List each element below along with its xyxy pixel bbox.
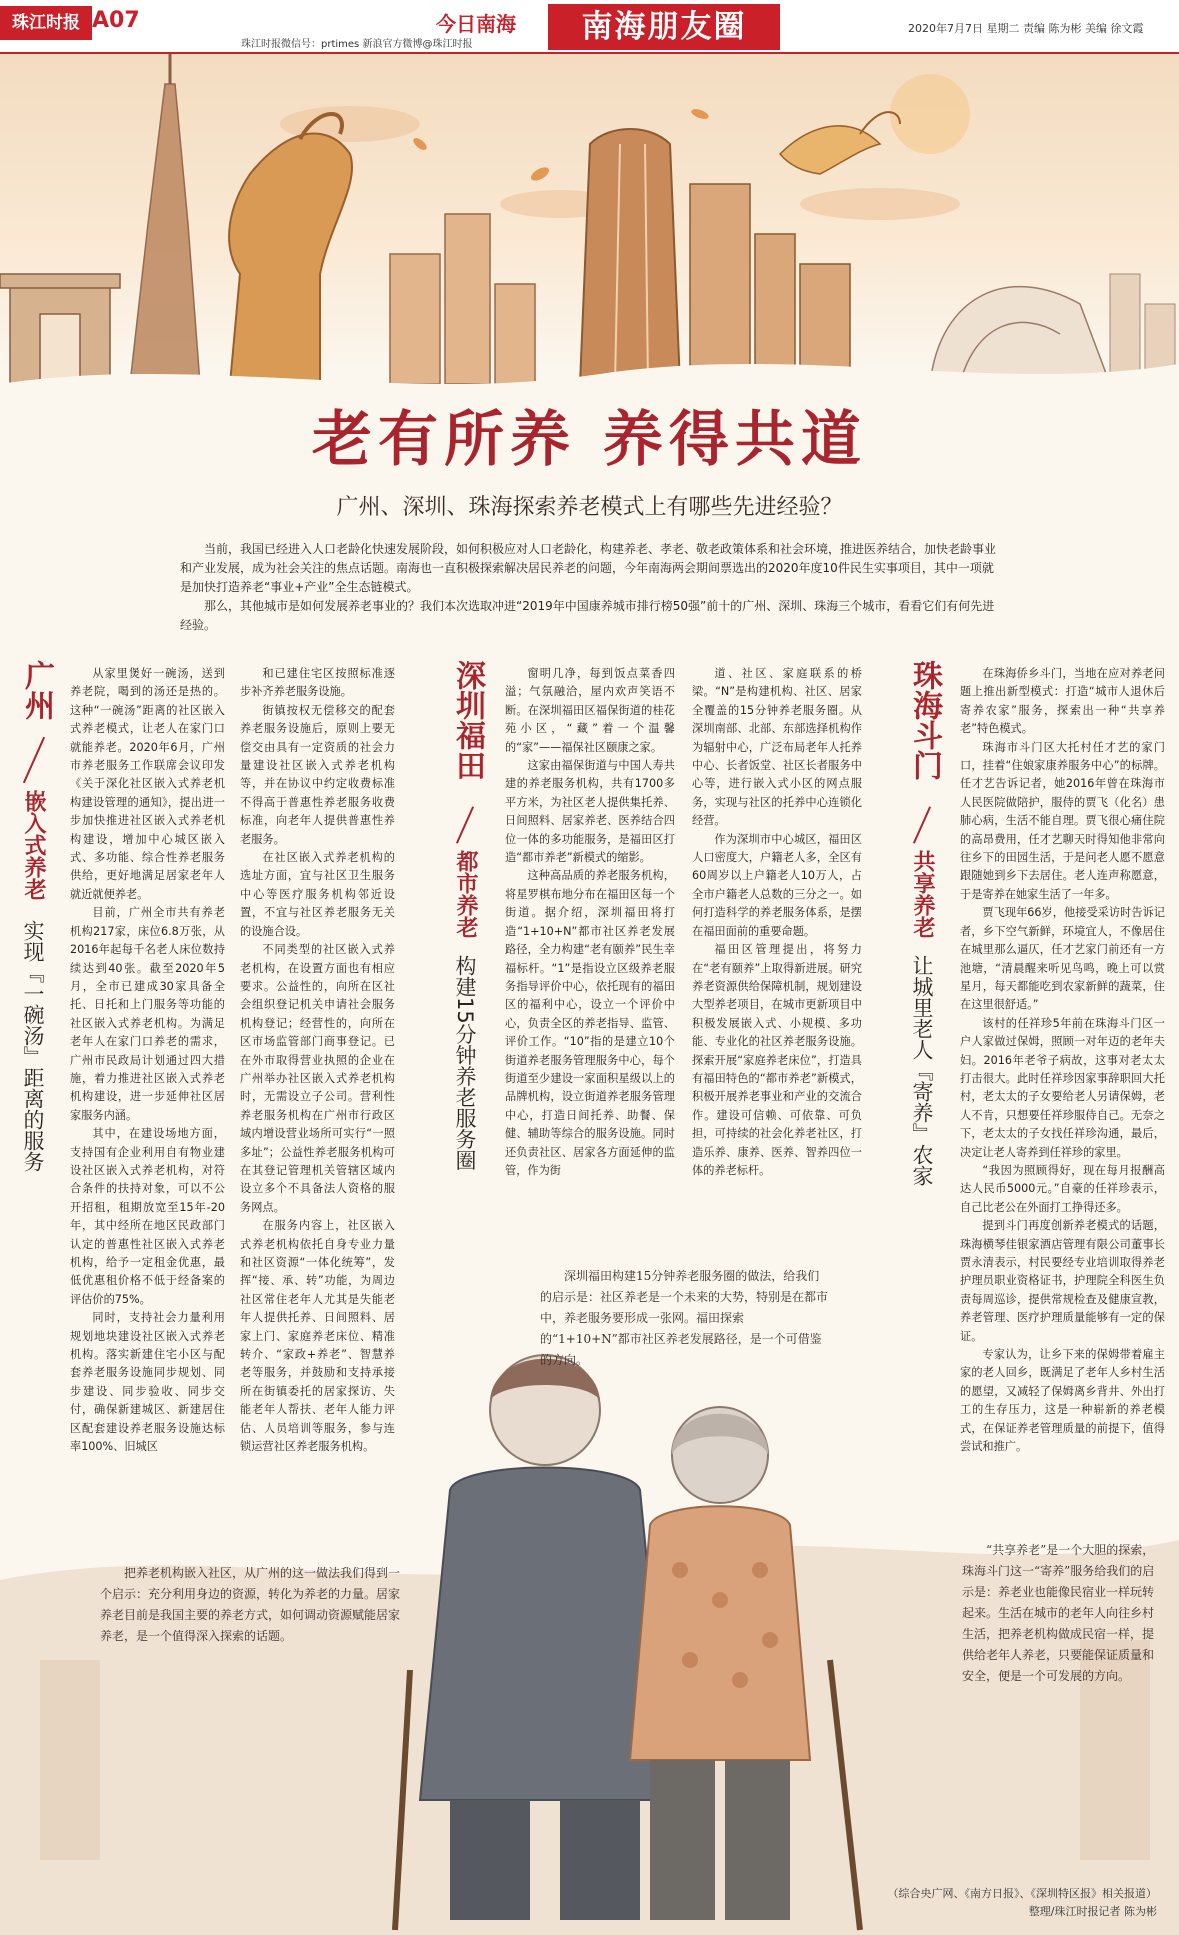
article-paragraph: 窗明几净，每到饭点菜香四溢；气氛融洽，屋内欢声笑语不断。在深圳福田区福保街道的桂花苑小区，“藏”着一个温馨的“家”——福保社区颐康之家。 [505, 667, 675, 754]
article-paragraph: 珠海市斗门区大托村任才艺的家门口，挂着“住娘家康养服务中心”的标牌。任才艺告诉记者，她2016年曾在珠海市人民医院做陪护，服侍的贾飞（化名）患肺心病，生活不能自理。贾飞很心痛住院的高昂费用，任才艺聊天时得知他非常向往乡下的田园生活，于是问老人愿不愿意跟随她到乡下去居住。老人连声称愿意，于是寄养在她家生活了一年多。 [960, 740, 1165, 901]
article-paragraph: 在珠海侨乡斗门，当地在应对养老问题上推出新型模式：打造“城市人退休后寄养农家”服务，探索出一种“共享养老”特色模式。 [960, 667, 1165, 736]
commentary-text: 把养老机构嵌入社区，从广州的这一做法我们得到一个启示：充分利用身边的资源，转化为养老的力量。居家养老目前是我国主要的养老方式，如何调动资源赋能居家养老，是一个值得深入探索的话题。 [100, 1566, 401, 1643]
article-paragraph: 和已建住宅区按照标准逐步补齐养老服务设施。 [240, 667, 395, 699]
article-paragraph: 从家里煲好一碗汤，送到养老院，喝到的汤还是热的。这种“一碗汤”距离的社区嵌入式养老模式，让老人在家门口就能养老。2020年6月，广州市养老服务工作联席会议印发《关于深化社区嵌入式养老机构建设管理的通知》，提出进一步加快推进社区嵌入式养老机构建设，增加中心城区嵌入式、多功能、综合性养老服务供给，更好地满足居家老年人就近就便养老。 [70, 667, 225, 901]
guangzhou-commentary [100, 1563, 400, 1647]
guangzhou-article-headline: 实现『一碗汤』距离的服务 [21, 920, 45, 1172]
main-headline: 老有所养 养得共道 [312, 405, 867, 475]
column-band: 南海朋友圈 [548, 4, 780, 50]
article-paragraph: 作为深圳市中心城区，福田区人口密度大，户籍老人多，全区有60周岁以上户籍老人10万人，占全市户籍老人总数的三分之一。如何打造科学的养老服务体系，是摆在福田面前的重要命题。 [692, 832, 862, 938]
date-editors: 2020年7月7日 星期二 责编 陈为彬 美编 徐文霞 [908, 22, 1144, 35]
credit-sources: （综合央广网、《南方日报》、《深圳特区报》相关报道） [887, 1887, 1157, 1900]
shenzhen-column-2 [692, 665, 862, 1180]
guangzhou-city-title: 广州 [19, 660, 54, 720]
shenzhen-commentary [540, 1266, 830, 1371]
section-name: 今日南海 [436, 12, 516, 36]
title-divider [913, 806, 931, 843]
article-paragraph: “我因为照顾得好，现在每月报酬高达人民币5000元。”自豪的任祥珍表示，自己比老公在外面打工挣得还多。 [960, 1163, 1165, 1214]
zhuhai-city-title: 珠海斗门 [907, 660, 942, 780]
article-paragraph: 专家认为，让乡下来的保姆带着雇主家的老人回乡，既满足了老年人乡村生活的愿望，又减轻了保姆离乡背井、外出打工的生存压力，这是一种崭新的养老模式，在保证养老管理质量的前提下，值得尝试和推广。 [960, 1348, 1165, 1454]
canton-tower-icon [130, 54, 200, 384]
zhuhai-article-headline: 让城里老人『寄养』农家 [910, 955, 934, 1186]
five-goats-statue-icon [229, 114, 352, 384]
credit-reporter: 整理/珠江时报记者 陈为彬 [1028, 1905, 1157, 1918]
social-accounts: 珠江时报微信号：prtimes 新浪官方微博@珠江时报 [241, 39, 473, 50]
zhuhai-subtitle: 共享养老 [910, 850, 935, 938]
article-paragraph: 不同类型的社区嵌入式养老机构，在设置方面也有相应要求。公益性的，向所在区社会组织登记机关申请社会服务机构登记；经营性的，向所在区市场监管部门商事登记。已在外市取得营业执照的企业在广州举办社区嵌入式养老机构时，无需设立子公司。营利性养老服务机构在广州市行政区域内增设营业场所可实行“一照多址”；公益性养老服务机构可在其登记管理机关管辖区域内设立多个不具备法人资格的服务网点。 [240, 943, 395, 1214]
shenzhen-city-title: 深圳福田 [450, 660, 485, 780]
title-divider [23, 737, 45, 783]
article-paragraph: 道、社区、家庭联系的桥梁。“N”是构建机构、社区、居家全覆盖的15分钟养老服务圈。从深圳南部、北部、东部选择机构作为辐射中心，广泛布局老年人托养中心、长者饭堂、社区长者服务中心等，进行嵌入式小区的网点服务，实现与社区的托养中心连锁化经营。 [692, 667, 862, 828]
article-paragraph: 在社区嵌入式养老机构的选址方面，宜与社区卫生服务中心等医疗服务机构邻近设置，不宜与社区养老服务无关的设施合设。 [240, 851, 395, 938]
shenzhen-subtitle: 都市养老 [453, 850, 478, 938]
article-paragraph: 这种高品质的养老服务机构，将星罗棋布地分布在福田区每一个街道。据介绍，深圳福田将打造“1+10+N”都市社区养老发展路径，全力构建“老有颐养”民生幸福标杆。“1”是指设立区级养老服务指导评价中心，依托现有的福田区的福利中心，设立一个评价中心，负责全区的养老指导、监管、评价工作。“10”指的是建立10个街道养老服务管理服务中心，每个街道至少建设一家面积星级以上的品牌机构，设立街道养老服务管理中心，打造日间托养、助餐、保健、辅助等综合的服务设施。同时还负责社区、居家各方面延伸的监管，作为街 [505, 869, 675, 1177]
commentary-text: 深圳福田构建15分钟养老服务圈的做法，给我们的启示是：社区养老是一个未来的大势，特别是在都市中，养老服务要形成一张网。福田探索的“1+10+N”都市社区养老发展路径，是一个可借鉴的方向。 [540, 1269, 829, 1367]
intro-paragraph: 那么，其他城市是如何发展养老事业的？我们本次选取冲进“2019年中国康养城市排行榜50强”前十的广州、深圳、珠海三个城市，看看它们有何先进经验。 [180, 599, 995, 632]
commentary-text: “共享养老”是一个大胆的探索，珠海斗门这一“寄养”服务给我们的启示是：养老业也能像民宿业一样玩转起来。生活在城市的老年人向往乡村生活，把养老机构做成民宿一样，提供给老年人养老，只要能保证质量和安全，便是一个可发展的方向。 [962, 1543, 1155, 1683]
building-cluster-icon [390, 214, 535, 384]
article-paragraph: 街镇按权无偿移交的配套养老服务设施后，原则上要无偿交由具有一定资质的社会力量建设社区嵌入式养老机构等，并在协议中约定收费标准不得高于普惠性养老服务收费标准，向老年人提供普惠性养老服务。 [240, 703, 395, 846]
sub-headline: 广州、深圳、珠海探索养老模式上有哪些先进经验？ [336, 495, 843, 520]
page-number: A07 [92, 8, 140, 33]
intro-lead [180, 540, 1000, 635]
article-paragraph: 该村的任祥珍5年前在珠海斗门区一户人家做过保姆，照顾一对年迈的老年夫妇。2016年老爷子病故，这事对老太太打击很大。此时任祥珍因家事辞职回大托村，老太太的子女要给老人另请保姆，老人不肯，只想要任祥珍服侍自己。无奈之下，老太太的子女找任祥珍沟通，最后，决定让老人寄养到任祥珍的家里。 [960, 1016, 1165, 1159]
article-paragraph: 贾飞现年66岁，他接受采访时告诉记者，乡下空气新鲜，环境宜人，不像居住在城里那么逼仄，任才艺家门前还有一方池塘，“清晨醒来听见鸟鸣，晚上可以赏星月，每天都能吃到农家新鲜的蔬菜，住在这里很舒适。” [960, 906, 1165, 1012]
zhuhai-commentary [962, 1540, 1162, 1687]
guangzhou-subtitle: 嵌入式养老 [21, 790, 46, 900]
crane-bird-icon [780, 112, 900, 174]
article-paragraph: 在服务内容上，社区嵌入式养老机构依托自身专业力量和社区资源“一体化统筹”，发挥“接、承、转”功能，为周边社区常住老年人尤其是失能老年人提供托养、日间照料、居家上门、家庭养老床位、精准转介、“家政+养老”、智慧养老等服务，并鼓励和支持承接所在街镇委托的居家探访、失能老年人帮扶、老年人能力评估、人员培训等服务，参与连锁运营社区养老服务机构。 [240, 1219, 395, 1454]
shenzhen-article-headline: 构建15分钟养老服务圈 [453, 955, 477, 1171]
article-paragraph: 其中，在建设场地方面，支持国有企业利用自有物业建设社区嵌入式养老机构，对符合条件的扶持对象，可以不公开招租，租期放宽至15年-20年，其中经所在地区民政部门认定的普惠性社区嵌入式养老机构，给予一定租金优惠，最低优惠租价格不低于经备案的评估价的75%。 [70, 1127, 225, 1306]
stadium-icon [930, 287, 1110, 384]
article-paragraph: 同时，支持社会力量利用规划地块建设社区嵌入式养老机构。落实新建住宅小区与配套养老服务设施同步规划、同步建设、同步验收、同步交付，确保新建城区、新建居住区配套建设养老服务设施达标率100%、旧城区 [70, 1311, 225, 1454]
article-paragraph: 福田区管理提出，将努力在“老有颐养”上取得新进展。研究养老资源供给保障机制，规划建设大型养老项目，在城市更新项目中积极发展嵌入式、小规模、多功能、专业化的社区养老服务设施。探索开展“家庭养老床位”，打造具有福田特色的“都市养老”新模式，积极开展养老事业和产业的交流合作。建设可信赖、可依靠、可负担，可持续的社会化养老社区，打造乐养、康养、医养、智养四位一体的养老标杆。 [692, 943, 862, 1177]
newspaper-logo: 珠江时报 [0, 6, 92, 40]
skyscraper-icon [580, 129, 680, 384]
intro-paragraph: 当前，我国已经进入人口老龄化快速发展阶段，如何积极应对人口老龄化，构建养老、孝老、敬老政策体系和社会环境，推进医养结合，加快老龄事业和产业发展，成为社会关注的焦点话题。南海也一直积极探索解决居民养老的问题，今年南海两会期间票选出的2020年度10件民生实事项目，其中一项就是加快打造养老“事业+产业”全生态链模式。 [180, 542, 997, 594]
article-paragraph: 提到斗门再度创新养老模式的话题，珠海横琴佳银家酒店管理有限公司董事长贾永清表示，村民要经专业培训取得养老护理员职业资格证书，护理院全科医生负责每周巡诊，提供常规检查及健康宣教，养老管理、医疗护理质量能够有一定的保证。 [960, 1219, 1165, 1343]
city-skyline-illustration [0, 54, 1179, 394]
article-paragraph: 这家由福保街道与中国人寿共建的养老服务机构，共有1700多平方米，为社区老人提供集托养、日间照料、居家养老、医养结合四位一体的多功能服务，是福田区打造“都市养老”新模式的缩影。 [505, 759, 675, 865]
article-paragraph: 目前，广州全市共有养老机构217家，床位6.8万张，从2016年起每千名老人床位数持续达到40张。截至2020年5月，全市已建成30家具备全托、日托和上门服务等功能的社区嵌入式养老机构。为满足老年人在家门口养老的需求，广州市民政局计划通过四大措施，着力推进社区嵌入式养老机构建设，进一步延伸社区居家服务内涵。 [70, 906, 225, 1122]
masthead [0, 0, 1179, 54]
shenzhen-column-1 [505, 665, 675, 1180]
source-credit [888, 1885, 1158, 1921]
memorial-archway-icon [0, 274, 120, 384]
title-divider [456, 806, 474, 843]
